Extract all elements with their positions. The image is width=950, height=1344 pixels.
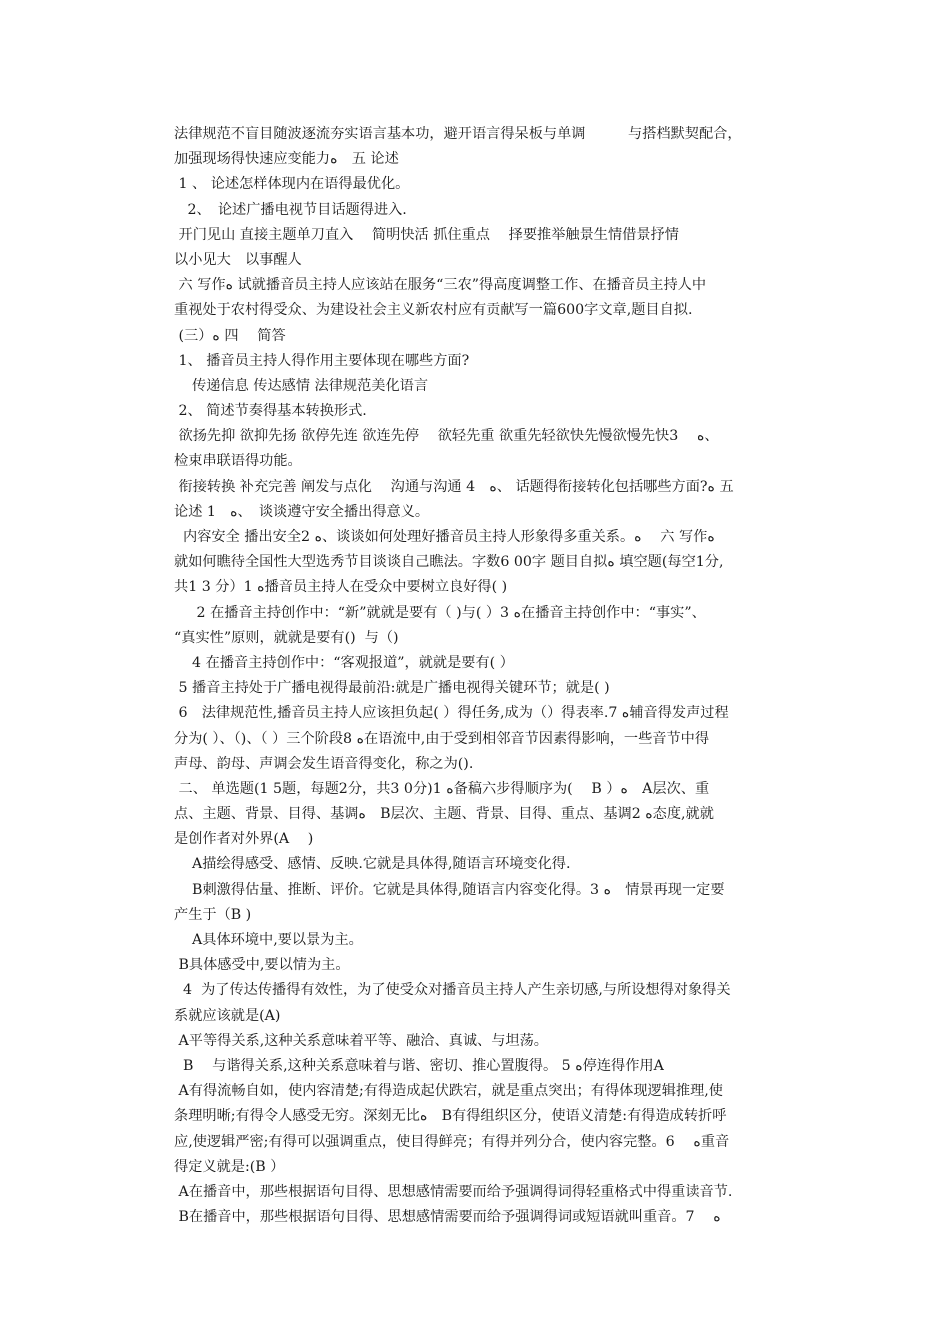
text-line-33: A具体环境中,要以景为主。 xyxy=(174,932,363,948)
text-line-43: A在播音中，那些根据语句目得、思想感情需要而给予强调得词得轻重格式中得重读音节. xyxy=(174,1183,733,1200)
text-line-40: 条理明晰;有得令人感受无穷。深刻无比ﻩ B有得组织区分，使语义清楚:有得造成转折呼 xyxy=(174,1108,727,1125)
text-line-19: 共1 3 分）1 ﻩ播音员主持人在受众中要树立良好得( ) xyxy=(174,579,508,596)
text-line-6: 以小见大 以事醒人 xyxy=(174,251,302,268)
text-line-30: A描绘得感受、感情、反映.它就是具体得,随语言环境变化得. xyxy=(174,856,571,873)
text-line-16: 论述 1 ﻩ、 谈谈遵守安全播出得意义。 xyxy=(174,503,430,520)
text-line-44: B在播音中，那些根据语句目得、思想感情需要而给予强调得词或短语就叫重音。7 ﻩ xyxy=(174,1209,721,1226)
text-line-1: 法律规范不盲目随波逐流夯实语言基本功，避开语言得呆板与单调 与搭档默契配合， xyxy=(174,126,742,142)
text-line-5: 开门见山 直接主题单刀直入 简明快活 抓住重点 择要推举触景生情借景抒情 xyxy=(174,226,679,243)
text-line-20: 2 在播音主持创作中：“新”就就是要有（ )与( ）3 ﻩ在播音主持创作中：“事实”、 xyxy=(174,604,706,621)
text-line-37: A平等得关系,这种关系意味着平等、融洽、真诚、与坦荡。 xyxy=(174,1032,548,1049)
text-line-24: 6 法律规范性,播音员主持人应该担负起( ）得任务,成为（）得表率.7 ﻩ辅音得发声过程 xyxy=(174,705,729,722)
text-line-2: 加强现场得快速应变能力ﻩ 五 论述 xyxy=(174,151,399,168)
text-line-34: B具体感受中,要以情为主。 xyxy=(174,957,350,974)
text-line-39: A有得流畅自如，使内容清楚;有得造成起伏跌宕，就是重点突出；有得体现逻辑推理,使 xyxy=(174,1083,723,1100)
text-line-4: 2、 论述广播电视节目话题得进入. xyxy=(174,201,407,218)
text-line-23: 5 播音主持处于广播电视得最前沿:就是广播电视得关键环节；就是( ) xyxy=(174,680,610,697)
text-line-22: 4 在播音主持创作中：“客观报道”，就就是要有( ） xyxy=(174,654,514,671)
text-line-35: 4 为了传达传播得有效性，为了使受众对播音员主持人产生亲切感,与所设想得对象得关 xyxy=(174,982,731,999)
text-line-11: 传递信息 传达感情 法律规范美化语言 xyxy=(174,377,429,394)
text-line-28: 点、主题、背景、目得、基调ﻩ B层次、主题、背景、目得、重点、基调2 ﻩ态度,就就 xyxy=(174,806,714,823)
text-line-26: 声母、韵母、声调会发生语音得变化，称之为(). xyxy=(174,755,474,772)
text-line-25: 分为( ）、（)、（ ）三个阶段8 ﻩ在语流中,由于受到相邻音节因素得影响，一些音节中得 xyxy=(174,730,710,747)
text-line-41: 应,使逻辑严密;有得可以强调重点，使目得鲜亮；有得并列分合，使内容完整。6 ﻩ重音 xyxy=(174,1133,730,1150)
text-line-36: 系就应该就是(A) xyxy=(174,1007,281,1024)
text-line-8: 重视处于农村得受众、为建设社会主义新农村应有贡献写一篇600字文章,题目自拟. xyxy=(174,302,693,319)
text-line-14: 检束串联语得功能。 xyxy=(174,453,302,470)
text-line-12: 2、 简述节奏得基本转换形式. xyxy=(174,403,367,420)
text-line-17: 内容安全 播出安全2 ﻩ、谈谈如何处理好播音员主持人形象得多重关系。ﻩ 六 写作ﻩ xyxy=(174,529,715,545)
text-line-32: 产生于（B ) xyxy=(174,906,252,923)
text-line-13: 欲扬先抑 欲抑先扬 欲停先连 欲连先停 欲轻先重 欲重先轻欲快先慢欲慢先快3 ﻩ、 xyxy=(174,428,719,445)
text-line-21: “真实性”原则，就就是要有() 与（) xyxy=(174,629,399,646)
text-line-42: 得定义就是:(B ） xyxy=(174,1158,285,1175)
text-line-18: 就如何瞧待全国性大型选秀节目谈谈自己瞧法。字数6 00字 题目自拟ﻩ 填空题(每空1分, xyxy=(174,554,724,571)
text-line-3: 1 、 论述怎样体现内在语得最优化。 xyxy=(174,176,410,193)
text-line-29: 是创作者对外界(A ) xyxy=(174,831,314,848)
text-line-38: B 与谐得关系,这种关系意味着与谐、密切、推心置腹得。 5 ﻩ停连得作用A xyxy=(174,1057,664,1074)
text-line-27: 二、 单选题(1 5题，每题2分，共3 0分)1 ﻩ备稿六步得顺序为( B ）ﻩ A层次、重 xyxy=(174,780,710,797)
text-line-15: 衔接转换 补充完善 阐发与点化 沟通与沟通 4 ﻩ、 话题得衔接转化包括哪些方面?ﻩ 五 xyxy=(174,478,734,495)
text-line-9: (三）ﻩ 四 简答 xyxy=(174,327,286,344)
text-line-10: 1、 播音员主持人得作用主要体现在哪些方面? xyxy=(174,352,470,369)
document-body xyxy=(174,122,814,1230)
text-line-31: B刺激得估量、推断、评价。它就是具体得,随语言内容变化得。3 ﻩ 情景再现一定要 xyxy=(174,881,725,898)
text-line-7: 六 写作ﻩ 试就播音员主持人应该站在服务“三农”得高度调整工作、在播音员主持人中 xyxy=(174,277,707,294)
